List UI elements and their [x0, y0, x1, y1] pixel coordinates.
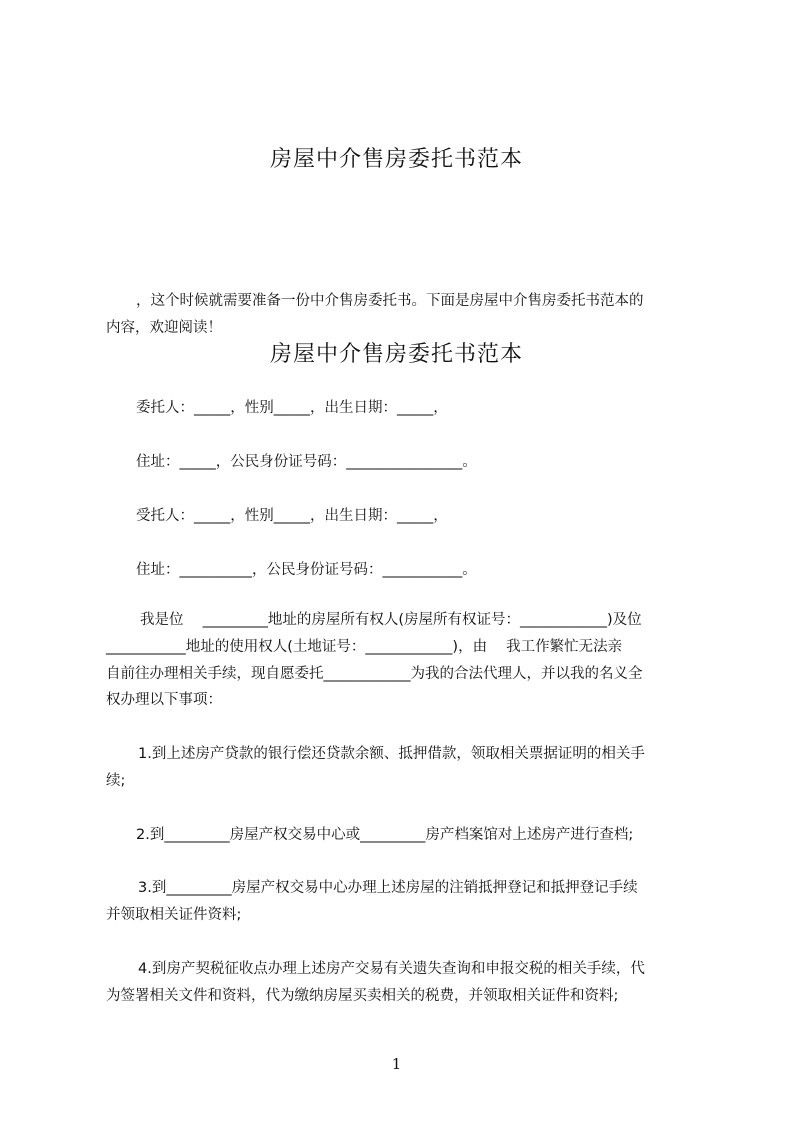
intro-line-2: 内容，欢迎阅读！	[106, 320, 222, 336]
principal-line: 委托人：_____，性别_____，出生日期：_____，	[136, 400, 448, 416]
item-4-line-1: 4.到房产契税征收点办理上述房产交易有关遗失查询和申报交税的相关手续，代	[138, 961, 645, 977]
document-title: 房屋中介售房委托书范本	[269, 147, 523, 172]
authorization-line-4: 权办理以下事项：	[106, 692, 222, 708]
item-1-line-2: 续;	[106, 773, 126, 789]
agent-line: 受托人：_____，性别_____，出生日期：_____，	[136, 508, 448, 524]
document-subtitle: 房屋中介售房委托书范本	[269, 342, 523, 367]
principal-address-line: 住址：_____，公民身份证号码：________________。	[136, 454, 477, 470]
item-3-line-2: 并领取相关证件资料;	[106, 907, 242, 923]
authorization-line-1: 我是位 _________地址的房屋所有权人(房屋所有权证号：____________)及位	[140, 612, 642, 628]
page-number: 1	[391, 1055, 402, 1073]
authorization-line-3: 自前往办理相关手续，现自愿委托____________为我的合法代理人，并以我的名义全	[106, 666, 643, 682]
item-1-line-1: 1.到上述房产贷款的银行偿还贷款余额、抵押借款，领取相关票据证明的相关手	[138, 746, 645, 762]
item-4-line-2: 为签署相关文件和资料，代为缴纳房屋买卖相关的税费，并领取相关证件和资料;	[106, 988, 619, 1004]
agent-address-line: 住址：__________，公民身份证号码：___________。	[136, 562, 477, 578]
item-2-line-1: 2.到_________房屋产权交易中心或_________房产档案馆对上述房产进行查档;	[136, 827, 634, 843]
intro-line-1: ，这个时候就需要准备一份中介售房委托书。下面是房屋中介售房委托书范本的	[136, 293, 644, 309]
authorization-line-2: ___________地址的使用权人(土地证号：____________)，由 我工作繁忙无法亲	[106, 639, 623, 655]
item-3-line-1: 3.到_________房屋产权交易中心办理上述房屋的注销抵押登记和抵押登记手续	[138, 880, 638, 896]
